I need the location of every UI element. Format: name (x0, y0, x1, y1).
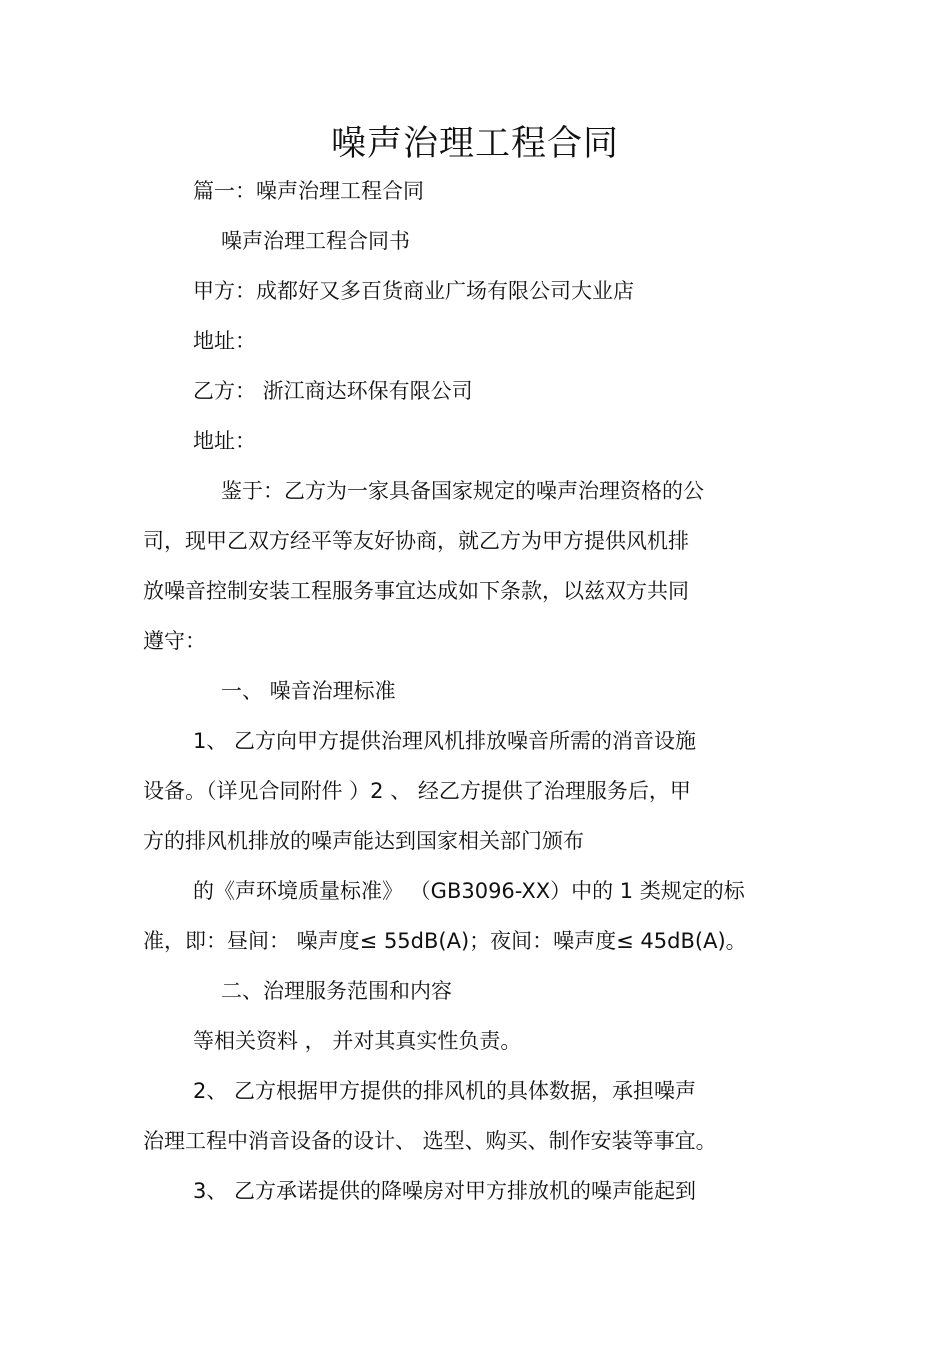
document-title: 噪声治理工程合同 (330, 124, 619, 164)
party-a-line: 甲方：成都好又多百货商业广场有限公司大业店 (193, 279, 634, 303)
section-heading: 篇一：噪声治理工程合同 (193, 179, 424, 203)
paragraph-line: 放噪音控制安装工程服务事宜达成如下条款，以兹双方共同 (143, 579, 689, 603)
party-a-address: 地址： (193, 329, 256, 353)
paragraph-line: 遵守： (143, 629, 206, 653)
contract-subtitle: 噪声治理工程合同书 (221, 229, 410, 253)
paragraph-line: 3、 乙方承诺提供的降噪房对甲方排放机的噪声能起到 (193, 1179, 697, 1203)
party-b-line: 乙方： 浙江商达环保有限公司 (193, 379, 473, 403)
paragraph-line: 等相关资料 ， 并对其真实性负责。 (193, 1029, 522, 1053)
clause-heading: 一、 噪音治理标准 (221, 679, 396, 703)
paragraph-line: 2、 乙方根据甲方提供的排风机的具体数据，承担噪声 (193, 1079, 697, 1103)
paragraph-line: 鉴于：乙方为一家具备国家规定的噪声治理资格的公 (221, 479, 704, 503)
paragraph-line: 准，即：昼间： 噪声度≤ 55dB(A)；夜间：噪声度≤ 45dB(A)。 (143, 929, 747, 953)
paragraph-line: 司，现甲乙双方经平等友好协商，就乙方为甲方提供风机排 (143, 529, 689, 553)
paragraph-line: 设备。（详见合同附件 ）2 、 经乙方提供了治理服务后，甲 (143, 779, 691, 803)
paragraph-line: 治理工程中消音设备的设计、 选型、购买、制作安装等事宜。 (143, 1129, 717, 1153)
clause-heading: 二、治理服务范围和内容 (221, 979, 452, 1003)
paragraph-line: 的《声环境质量标准》 （GB3096-XX）中的 1 类规定的标 (193, 879, 745, 903)
paragraph-line: 方的排风机排放的噪声能达到国家相关部门颁布 (143, 829, 584, 853)
paragraph-line: 1、 乙方向甲方提供治理风机排放噪音所需的消音设施 (193, 729, 697, 753)
party-b-address: 地址： (193, 429, 256, 453)
